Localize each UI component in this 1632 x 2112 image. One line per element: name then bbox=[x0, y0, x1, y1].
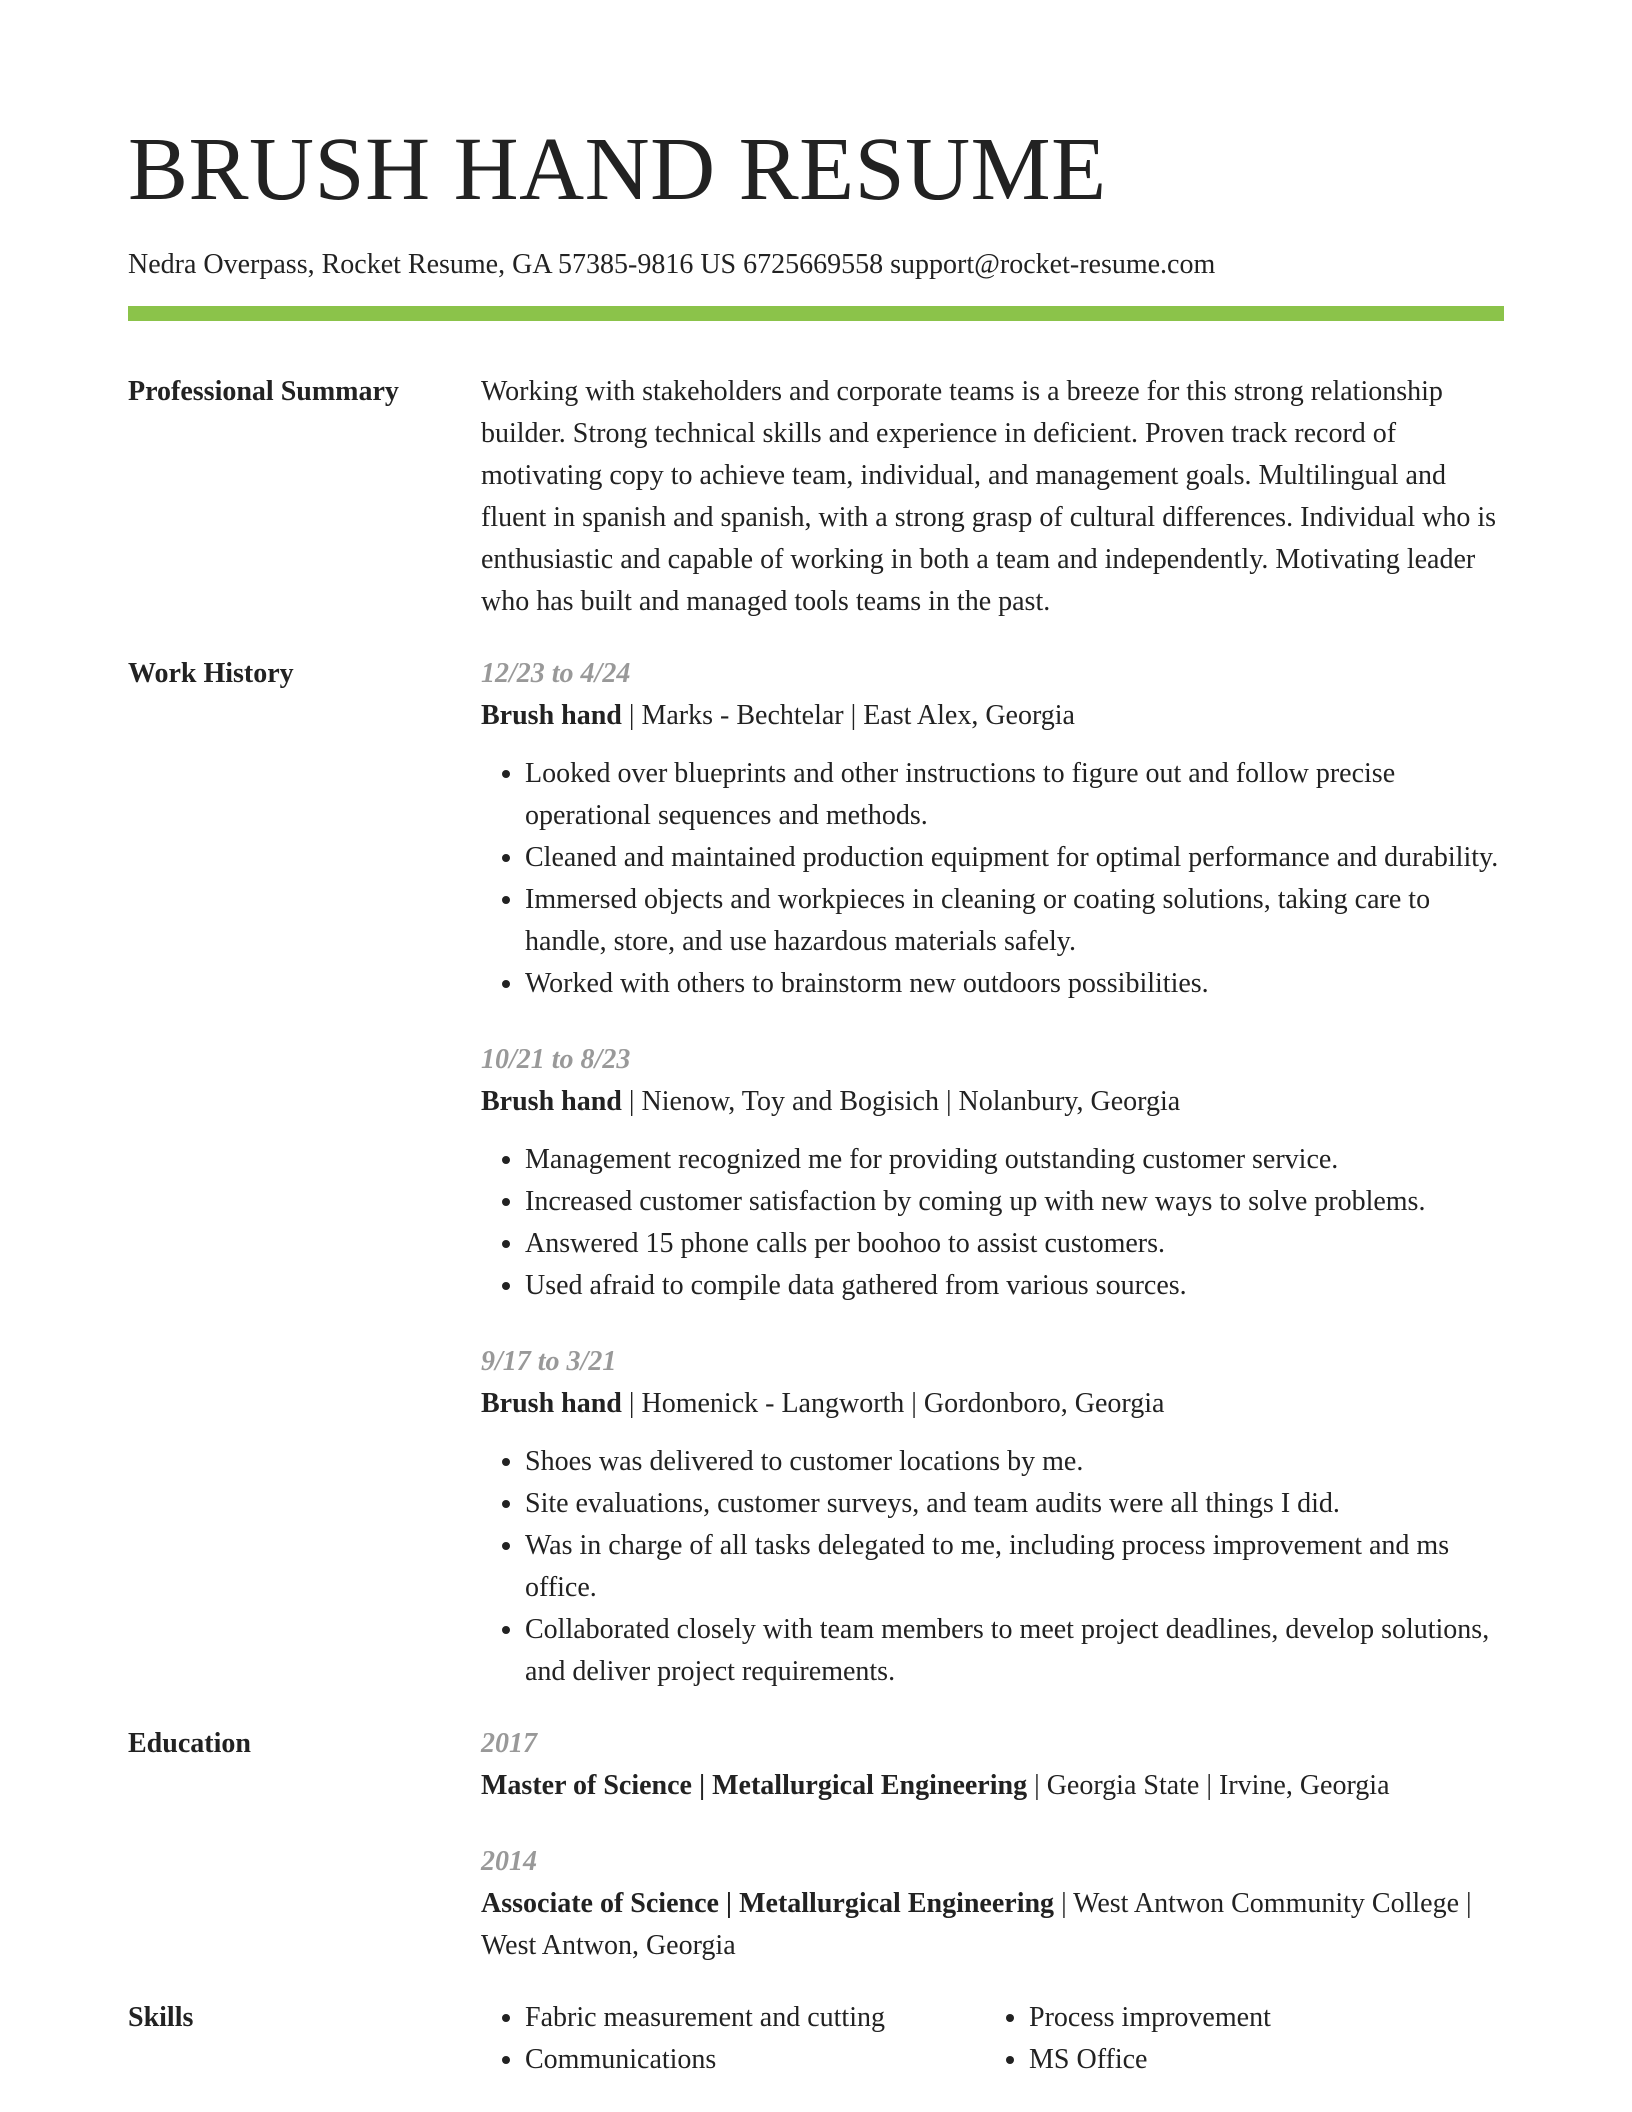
list-item: • Shoes was delivered to customer locations by me. bbox=[525, 1441, 1504, 1483]
entry-bullets bbox=[481, 1139, 1504, 1307]
list-item: • Process improvement bbox=[1029, 1997, 1489, 2039]
employer-details: | Marks - Bechtelar | East Alex, Georgia bbox=[621, 700, 1075, 731]
list-item: • Site evaluations, customer surveys, and team audits were all things I did. bbox=[525, 1483, 1504, 1525]
list-item: • MS Office bbox=[1029, 2039, 1489, 2081]
job-title: Brush hand bbox=[481, 700, 622, 731]
work-entry bbox=[481, 1341, 1504, 1693]
work-entries bbox=[481, 653, 1504, 1693]
education-heading bbox=[481, 1883, 1504, 1967]
list-item: • Was in charge of all tasks delegated to me, including process improvement and ms office. bbox=[525, 1525, 1504, 1609]
skills-list-left bbox=[481, 1997, 985, 2081]
skills-body bbox=[481, 1997, 1504, 2081]
list-item: • Looked over blueprints and other instructions to figure out and follow precise operational sequences and methods. bbox=[525, 753, 1504, 837]
list-item: • Fabric measurement and cutting bbox=[525, 1997, 985, 2039]
education-section bbox=[128, 1723, 1504, 1967]
summary-text: Working with stakeholders and corporate teams is a breeze for this strong relationship builder. Strong technical skills and experience in deficient. Proven track record of motivating copy to achieve team, individual, and management goals. Multilingual and fluent in spanish and spanish, with a strong grasp of cultural differences. Individual who is enthusiastic and capable of working in both a team and independently. Motivating leader who has built and managed tools teams in the past. bbox=[481, 376, 1497, 617]
education-year: 2014 bbox=[481, 1846, 537, 1877]
skills-columns bbox=[481, 1997, 1504, 2081]
school-details: | West Antwon Community College | West Antwon, Georgia bbox=[481, 1888, 1472, 1961]
degree-title: Master of Science | Metallurgical Engineering bbox=[481, 1770, 1028, 1801]
list-item: • Answered 15 phone calls per boohoo to assist customers. bbox=[525, 1223, 1504, 1265]
entry-bullets bbox=[481, 753, 1504, 1005]
list-item: • Cleaned and maintained production equipment for optimal performance and durability. bbox=[525, 837, 1504, 879]
employer-details: | Nienow, Toy and Bogisich | Nolanbury, Georgia bbox=[621, 1086, 1181, 1117]
section-label-education: Education bbox=[128, 1728, 251, 1759]
entry-dates: 9/17 to 3/21 bbox=[481, 1346, 617, 1377]
list-item: • Increased customer satisfaction by coming up with new ways to solve problems. bbox=[525, 1181, 1504, 1223]
degree-title: Associate of Science | Metallurgical Engineering bbox=[481, 1888, 1055, 1919]
list-item: • Immersed objects and workpieces in cleaning or coating solutions, taking care to handle, store, and use hazardous materials safely. bbox=[525, 879, 1504, 963]
section-label-summary: Professional Summary bbox=[128, 376, 399, 407]
education-year: 2017 bbox=[481, 1728, 537, 1759]
work-entry bbox=[481, 1039, 1504, 1307]
entry-bullets bbox=[481, 1441, 1504, 1693]
work-history-section bbox=[128, 653, 1504, 1693]
list-item: • Management recognized me for providing outstanding customer service. bbox=[525, 1139, 1504, 1181]
list-item: • Collaborated closely with team members to meet project deadlines, develop solutions, and deliver project requirements. bbox=[525, 1609, 1504, 1693]
employer-details: | Homenick - Langworth | Gordonboro, Georgia bbox=[621, 1388, 1165, 1419]
entry-dates: 10/21 to 8/23 bbox=[481, 1044, 631, 1075]
work-entry bbox=[481, 653, 1504, 1005]
header-divider bbox=[128, 306, 1504, 321]
education-entries bbox=[481, 1723, 1504, 1967]
entry-heading bbox=[481, 1081, 1504, 1123]
education-entry bbox=[481, 1723, 1504, 1807]
education-heading bbox=[481, 1765, 1504, 1807]
section-label-work: Work History bbox=[128, 658, 294, 689]
skills-section bbox=[128, 1997, 1504, 2081]
list-item: • Used afraid to compile data gathered from various sources. bbox=[525, 1265, 1504, 1307]
section-label-skills: Skills bbox=[128, 2002, 194, 2033]
entry-heading bbox=[481, 695, 1504, 737]
education-entry bbox=[481, 1841, 1504, 1967]
entry-dates: 12/23 to 4/24 bbox=[481, 658, 631, 689]
job-title: Brush hand bbox=[481, 1086, 622, 1117]
list-item: • Worked with others to brainstorm new outdoors possibilities. bbox=[525, 963, 1504, 1005]
list-item: • Communications bbox=[525, 2039, 985, 2081]
school-details: | Georgia State | Irvine, Georgia bbox=[1027, 1770, 1390, 1801]
skills-list-right bbox=[985, 1997, 1489, 2081]
resume-title: BRUSH HAND RESUME bbox=[128, 120, 1107, 219]
contact-line: Nedra Overpass, Rocket Resume, GA 57385-9816 US 6725669558 support@rocket-resume.com bbox=[128, 249, 1216, 280]
summary-section bbox=[128, 371, 1504, 623]
entry-heading bbox=[481, 1383, 1504, 1425]
job-title: Brush hand bbox=[481, 1388, 622, 1419]
